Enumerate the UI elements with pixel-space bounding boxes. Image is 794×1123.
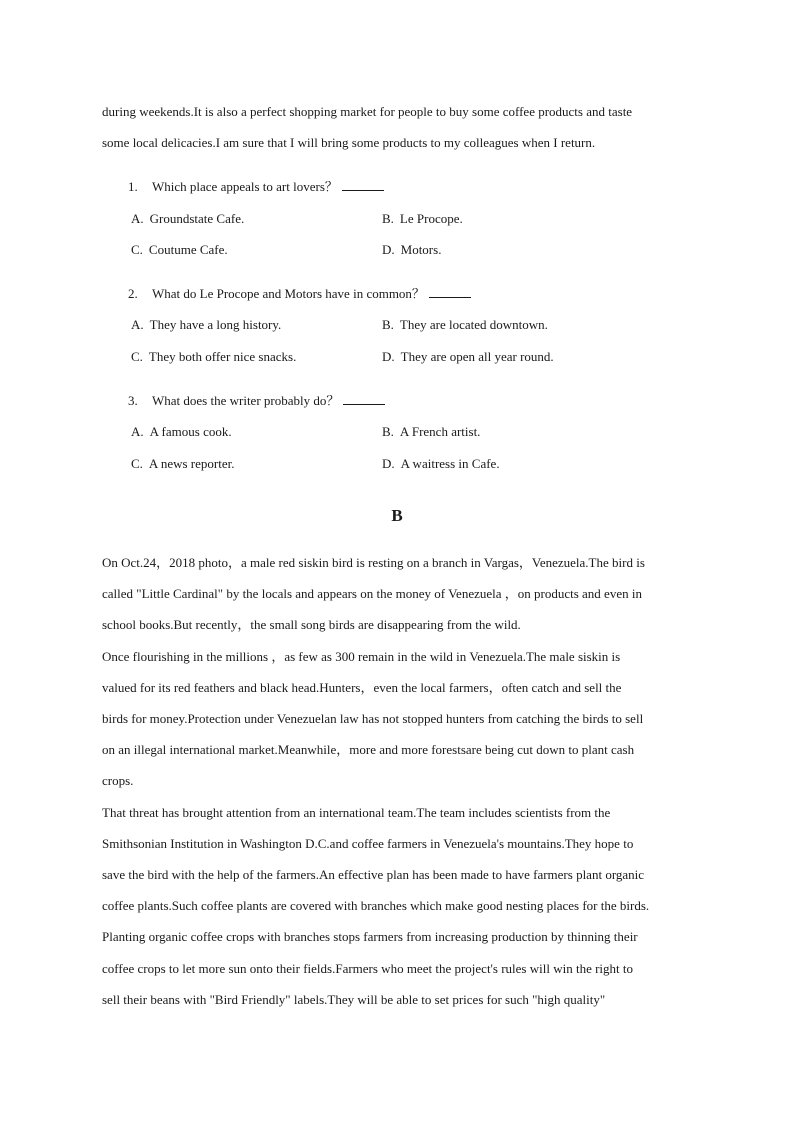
passage-line: school books.But recently，the small song birds are disappearing from the wild.	[102, 617, 521, 632]
answer-blank	[429, 286, 471, 298]
passage-line: That threat has brought attention from an international team.The team includes scientists from the	[102, 805, 611, 820]
passage-line: Once flourishing in the millions ，as few as 300 remain in the wild in Venezuela.The male siskin is	[102, 649, 621, 664]
option-2a	[131, 317, 281, 333]
option-3c	[131, 456, 234, 472]
answer-blank	[343, 393, 385, 405]
passage-line: Smithsonian Institution in Washington D.C.and coffee farmers in Venezuela's mountains.They hope to	[102, 836, 634, 851]
question-stem: What does the writer probably do？	[152, 393, 340, 408]
option-letter: B.	[382, 211, 394, 226]
option-letter: D.	[382, 349, 395, 364]
option-letter: D.	[382, 242, 395, 257]
option-text: They have a long history.	[149, 317, 282, 332]
option-1a	[131, 211, 244, 227]
option-letter: C.	[131, 349, 143, 364]
question-3	[128, 393, 385, 409]
passage-line: crops.	[102, 773, 134, 788]
option-text: They both offer nice snacks.	[148, 349, 297, 364]
option-1c	[131, 242, 228, 258]
option-letter: A.	[131, 211, 144, 226]
section-b-title: B	[391, 506, 403, 525]
intro-line-2: some local delicacies.I am sure that I will bring some products to my colleagues when I return.	[102, 135, 596, 150]
question-stem: What do Le Procope and Motors have in common？	[152, 286, 425, 301]
passage-line: On Oct.24，2018 photo，a male red siskin bird is resting on a branch in Vargas，Venezuela.The bird is	[102, 555, 645, 570]
passage-line: called "Little Cardinal" by the locals and appears on the money of Venezuela ，on products and even in	[102, 586, 642, 601]
option-text: A news reporter.	[148, 456, 235, 471]
passage-line: Planting organic coffee crops with branches stops farmers from increasing production by thinning their	[102, 929, 638, 944]
answer-blank	[342, 179, 384, 191]
option-2d	[382, 349, 554, 365]
option-2c	[131, 349, 296, 365]
passage-line: save the bird with the help of the farmers.An effective plan has been made to have farmers plant organic	[102, 867, 645, 882]
question-2	[128, 286, 471, 302]
option-text: Groundstate Cafe.	[149, 211, 245, 226]
option-letter: B.	[382, 424, 394, 439]
option-text: Motors.	[400, 242, 442, 257]
option-3b	[382, 424, 480, 440]
option-text: Le Procope.	[399, 211, 463, 226]
question-number: 1.	[128, 179, 138, 194]
intro-line-1: during weekends.It is also a perfect shopping market for people to buy some coffee products and taste	[102, 104, 633, 119]
option-letter: A.	[131, 424, 144, 439]
option-3d	[382, 456, 500, 472]
option-2b	[382, 317, 548, 333]
option-text: They are open all year round.	[400, 349, 554, 364]
option-1b	[382, 211, 463, 227]
option-text: They are located downtown.	[399, 317, 548, 332]
option-3a	[131, 424, 232, 440]
option-text: A waitress in Cafe.	[400, 456, 500, 471]
question-number: 2.	[128, 286, 138, 301]
question-1	[128, 179, 384, 195]
option-text: A famous cook.	[149, 424, 232, 439]
option-1d	[382, 242, 441, 258]
option-letter: A.	[131, 317, 144, 332]
option-text: A French artist.	[399, 424, 481, 439]
passage-line: sell their beans with "Bird Friendly" labels.They will be able to set prices for such "high quality"	[102, 992, 606, 1007]
question-number: 3.	[128, 393, 138, 408]
option-letter: C.	[131, 456, 143, 471]
passage-line: birds for money.Protection under Venezuelan law has not stopped hunters from catching the birds to sell	[102, 711, 644, 726]
passage-line: coffee plants.Such coffee plants are covered with branches which make good nesting places for the birds.	[102, 898, 650, 913]
option-letter: C.	[131, 242, 143, 257]
option-text: Coutume Cafe.	[148, 242, 228, 257]
option-letter: D.	[382, 456, 395, 471]
passage-line: valued for its red feathers and black head.Hunters，even the local farmers，often catch and sell the	[102, 680, 622, 695]
option-letter: B.	[382, 317, 394, 332]
question-stem: Which place appeals to art lovers？	[152, 179, 338, 194]
passage-line: on an illegal international market.Meanwhile，more and more forestsare being cut down to plant cash	[102, 742, 635, 757]
passage-line: coffee crops to let more sun onto their fields.Farmers who meet the project's rules will win the right to	[102, 961, 634, 976]
